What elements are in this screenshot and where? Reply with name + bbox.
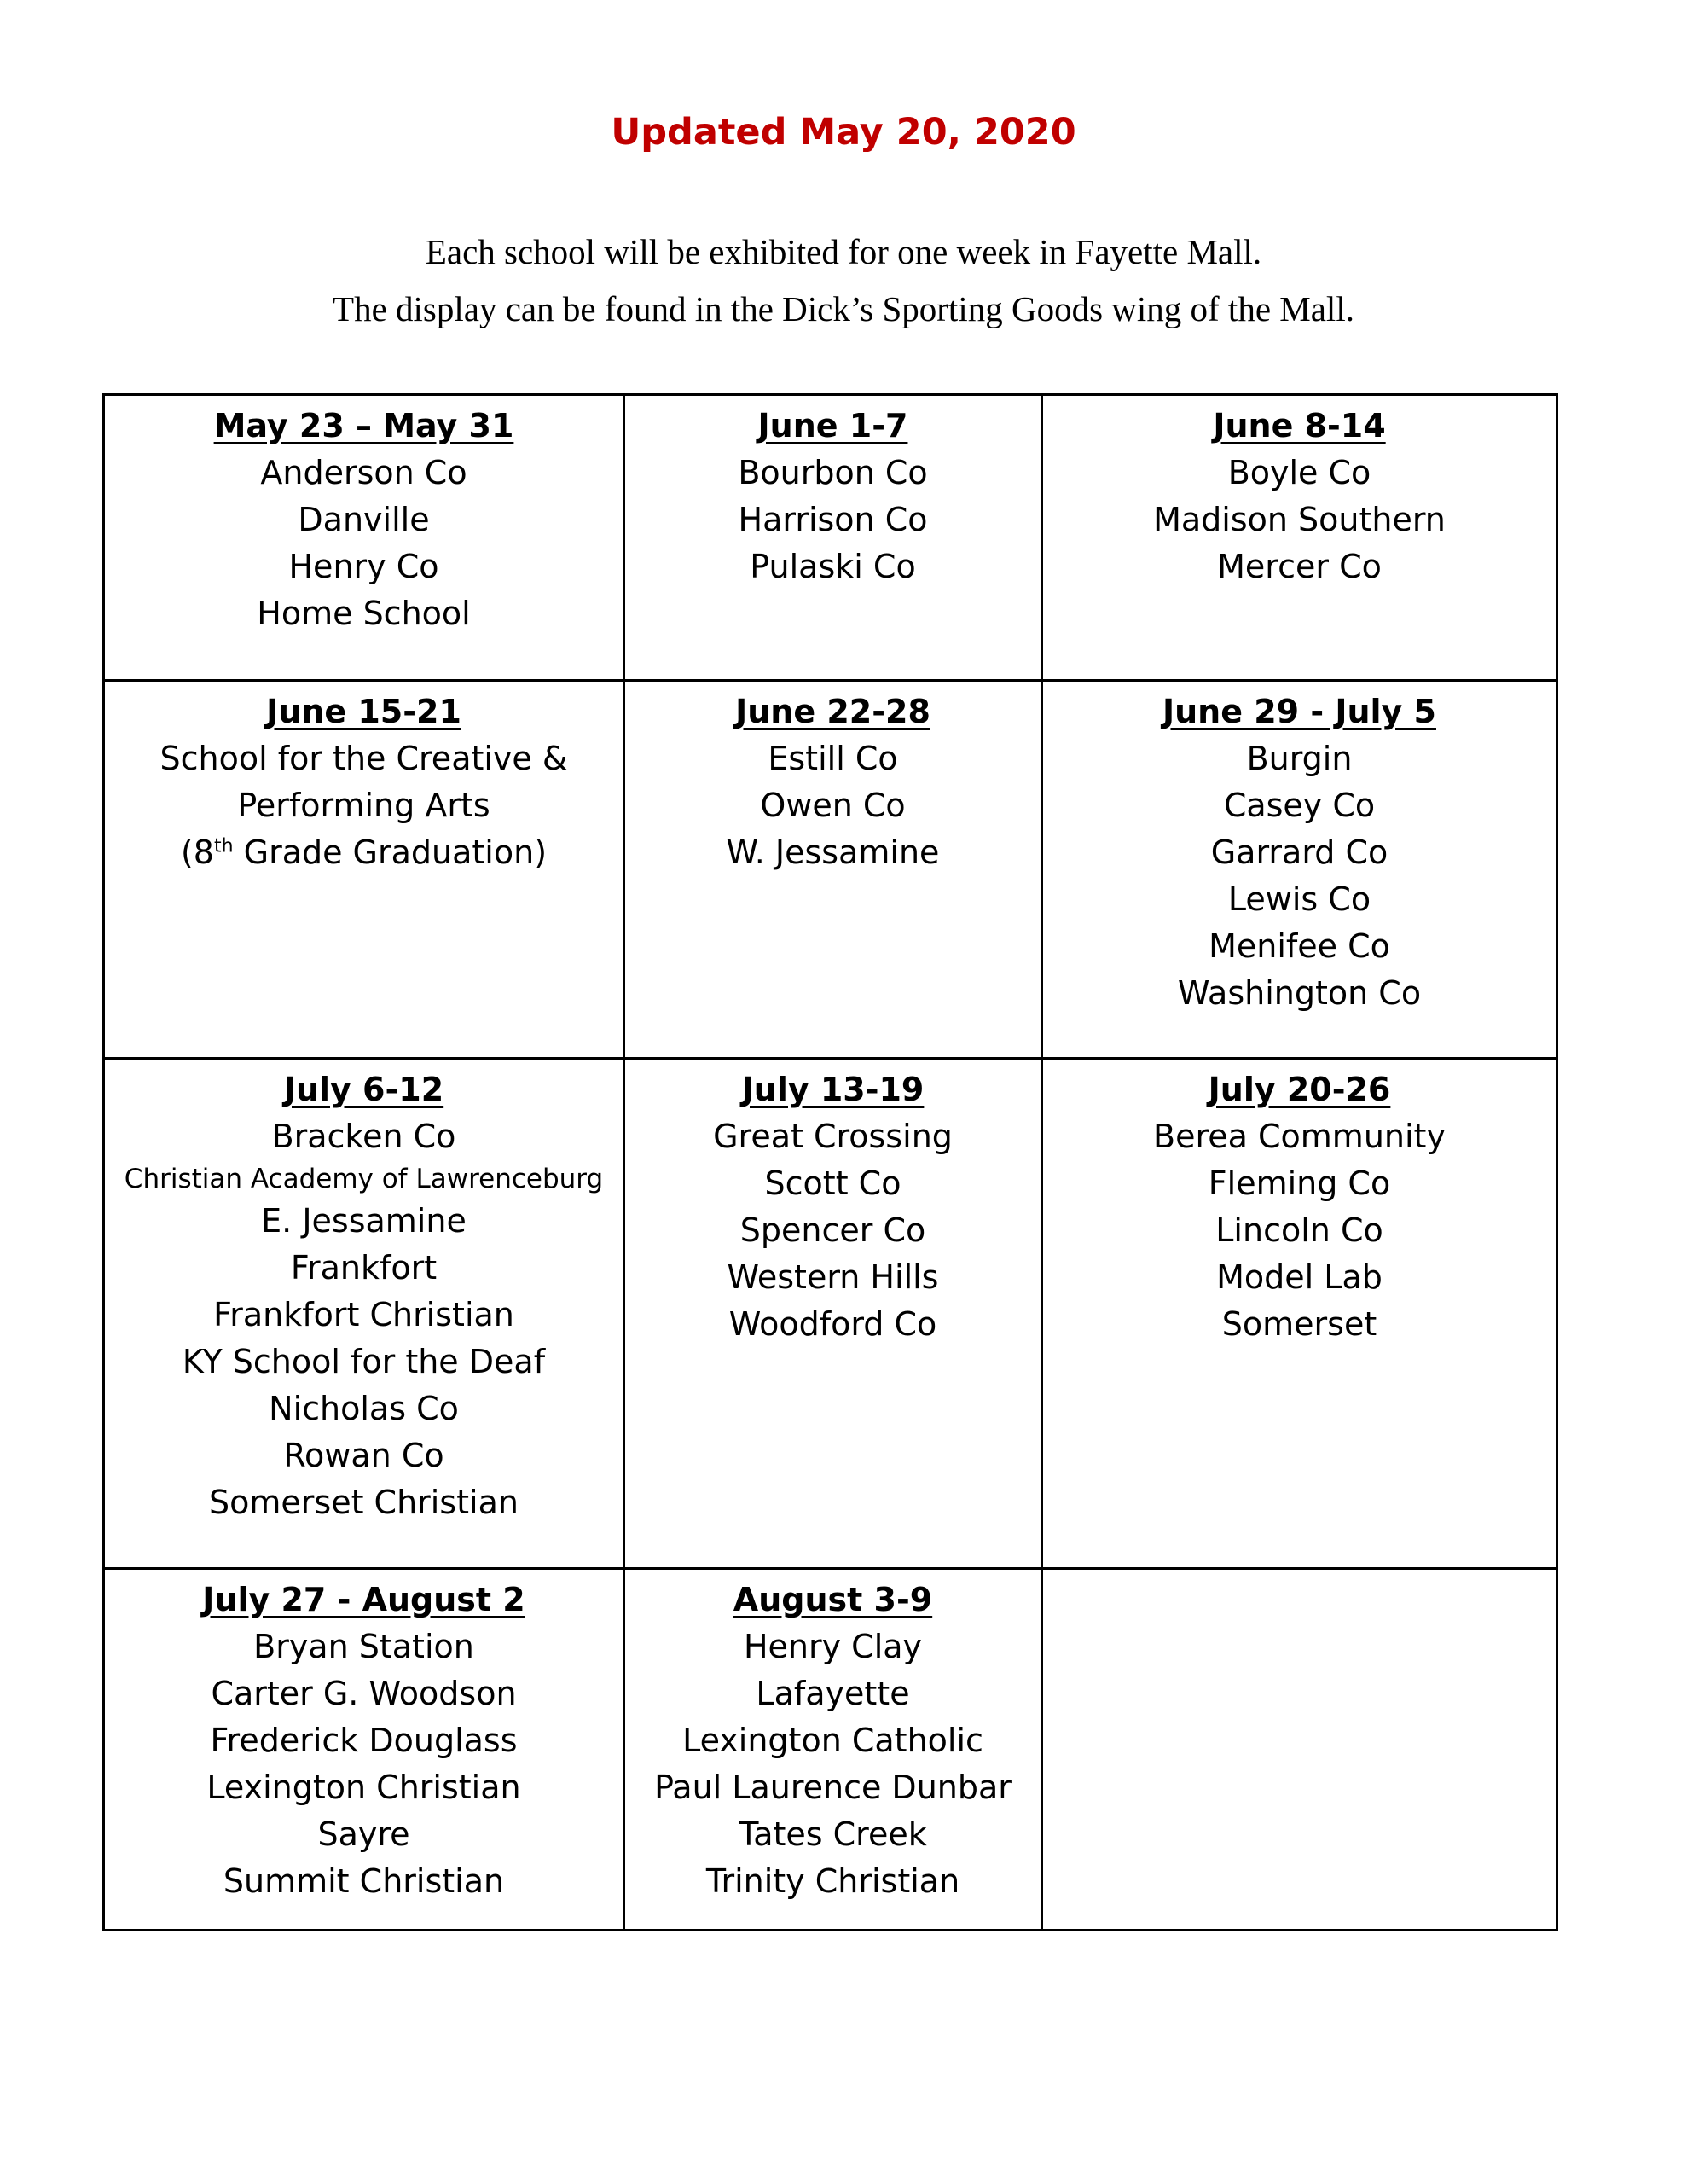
week-cell (624, 1569, 1042, 1931)
school-name: Lafayette (756, 1675, 910, 1712)
graduation-note-prefix: (8 (180, 834, 214, 871)
week-label: June 15-21 (266, 693, 461, 730)
week-cell (1042, 395, 1557, 681)
school-name: Scott Co (764, 1165, 901, 1202)
graduation-note-superscript: th (213, 835, 234, 857)
school-name: Summit Christian (223, 1862, 505, 1900)
school-name: Frankfort Christian (213, 1296, 514, 1333)
week-cell (1042, 681, 1557, 1059)
week-label: June 1-7 (757, 407, 908, 444)
school-name: Paul Laurence Dunbar (654, 1769, 1012, 1806)
school-name: Henry Co (288, 548, 439, 585)
school-name: Madison Southern (1153, 501, 1446, 538)
school-name: Bryan Station (253, 1628, 474, 1665)
school-name: Sayre (317, 1815, 410, 1853)
week-label: August 3-9 (733, 1581, 933, 1618)
graduation-note-suffix: Grade Graduation) (233, 834, 548, 871)
empty-cell (1042, 1569, 1557, 1931)
school-name: Estill Co (768, 740, 898, 777)
week-label: May 23 – May 31 (213, 407, 514, 444)
school-name: Danville (298, 501, 430, 538)
week-label: July 27 - August 2 (202, 1581, 525, 1618)
school-name: Lewis Co (1227, 880, 1371, 918)
school-name: Model Lab (1216, 1258, 1383, 1296)
week-cell (624, 681, 1042, 1059)
schedule-row (104, 395, 1557, 681)
school-name: Rowan Co (283, 1437, 444, 1474)
week-cell (104, 395, 624, 681)
intro-line-1: Each school will be exhibited for one week in Fayette Mall. (425, 232, 1262, 271)
schedule-row (104, 1059, 1557, 1569)
week-label: June 22-28 (735, 693, 930, 730)
school-name: Pulaski Co (750, 548, 916, 585)
updated-date: Updated May 20, 2020 (611, 111, 1076, 154)
school-name: Washington Co (1177, 974, 1422, 1012)
school-name: School for the Creative & (159, 740, 568, 777)
school-name: Christian Academy of Lawrenceburg (124, 1164, 604, 1194)
school-name: Western Hills (727, 1258, 939, 1296)
week-label: July 13-19 (741, 1071, 925, 1108)
graduation-note (110, 829, 617, 876)
intro-line-2: The display can be found in the Dick’s Sporting Goods wing of the Mall. (333, 289, 1354, 328)
school-name: Frankfort (290, 1249, 438, 1287)
week-cell (104, 1059, 624, 1569)
week-label: June 8-14 (1213, 407, 1386, 444)
school-name: Harrison Co (738, 501, 928, 538)
school-name: Nicholas Co (269, 1390, 459, 1427)
school-name: Great Crossing (713, 1118, 953, 1155)
school-name: Boyle Co (1227, 454, 1371, 491)
week-cell (104, 681, 624, 1059)
school-name: Henry Clay (743, 1628, 923, 1665)
schedule-row (104, 1569, 1557, 1931)
school-name: Bracken Co (271, 1118, 456, 1155)
exhibit-schedule-table (102, 393, 1558, 1931)
school-name: W. Jessamine (726, 834, 940, 871)
school-name: Woodford Co (728, 1305, 937, 1343)
school-name: Berea Community (1153, 1118, 1446, 1155)
week-cell (624, 1059, 1042, 1569)
week-label: July 20-26 (1208, 1071, 1391, 1108)
school-name: Carter G. Woodson (211, 1675, 517, 1712)
week-label: June 29 - July 5 (1162, 693, 1436, 730)
school-name: Owen Co (760, 787, 906, 824)
week-cell (1042, 1059, 1557, 1569)
school-name: Somerset (1221, 1305, 1377, 1343)
school-name: Bourbon Co (738, 454, 928, 491)
school-name: E. Jessamine (261, 1202, 467, 1240)
school-name: KY School for the Deaf (182, 1343, 546, 1380)
school-name: Tates Creek (739, 1815, 927, 1853)
school-name: Garrard Co (1210, 834, 1388, 871)
school-name: Somerset Christian (209, 1484, 519, 1521)
school-name: Casey Co (1223, 787, 1376, 824)
week-label: July 6-12 (283, 1071, 444, 1108)
intro-text (0, 224, 1687, 338)
school-name: Lincoln Co (1215, 1211, 1383, 1249)
school-name: Lexington Christian (206, 1769, 521, 1806)
school-name: Burgin (1246, 740, 1353, 777)
school-name: Spencer Co (739, 1211, 926, 1249)
school-name: Fleming Co (1208, 1165, 1391, 1202)
school-name: Home School (257, 595, 471, 632)
school-name: Menifee Co (1209, 927, 1390, 965)
schedule-row (104, 681, 1557, 1059)
school-name: Mercer Co (1217, 548, 1382, 585)
school-name: Trinity Christian (705, 1862, 960, 1900)
week-cell (624, 395, 1042, 681)
school-name: Frederick Douglass (210, 1722, 518, 1759)
school-name: Anderson Co (260, 454, 467, 491)
week-cell (104, 1569, 624, 1931)
school-name: Lexington Catholic (682, 1722, 983, 1759)
school-name: Performing Arts (237, 787, 490, 824)
